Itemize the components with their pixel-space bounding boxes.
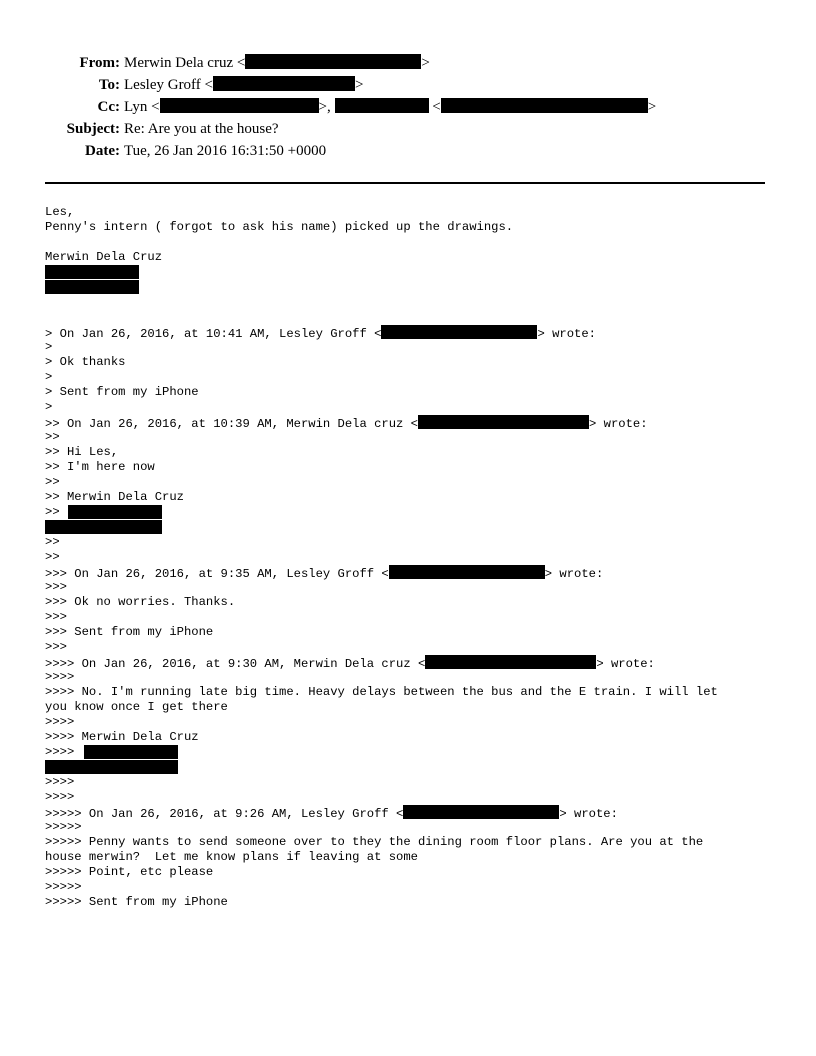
- quote-line: >>>>: [45, 715, 75, 729]
- quote-line: >>: [45, 475, 60, 489]
- redacted-to-email: [213, 76, 355, 91]
- quote-header: [45, 655, 655, 672]
- quote-line: > Sent from my iPhone: [45, 385, 199, 399]
- from-label: From:: [79, 55, 120, 71]
- subject-row: [0, 118, 816, 140]
- redacted-signature-2: [45, 280, 139, 294]
- quote-line: >>> Ok no worries. Thanks.: [45, 595, 236, 609]
- quote-line: >>>: [45, 610, 67, 624]
- to-value: [124, 74, 363, 96]
- quote-text: >>>>> On Jan 26, 2016, at 9:26 AM, Lesley Groff <: [45, 807, 404, 821]
- redacted-signature-2: [45, 760, 178, 774]
- quote-text: >> On Jan 26, 2016, at 10:39 AM, Merwin Dela cruz <: [45, 417, 418, 431]
- body-line: Penny's intern ( forgot to ask his name) picked up the drawings.: [45, 220, 514, 234]
- quote-line: >: [45, 400, 53, 414]
- quote-line: >>> Sent from my iPhone: [45, 625, 214, 639]
- quote-header: [45, 565, 603, 582]
- quote-line: you know once I get there: [45, 700, 228, 714]
- quote-text: > wrote:: [559, 807, 618, 821]
- from-name: Merwin Dela cruz <: [124, 55, 246, 71]
- to-gt: >: [355, 77, 364, 93]
- quote-line: >>>: [45, 640, 67, 654]
- redacted-email: [381, 325, 537, 339]
- quote-line: >>>>>: [45, 820, 82, 834]
- to-label: To:: [98, 77, 120, 93]
- to-row: [0, 74, 816, 96]
- quote-line: >> Hi Les,: [45, 445, 119, 459]
- quote-line: house merwin? Let me know plans if leaving at some: [45, 850, 418, 864]
- date-value: Tue, 26 Jan 2016 16:31:50 +0000: [124, 143, 327, 159]
- to-name: Lesley Groff <: [124, 77, 213, 93]
- quote-text: > wrote:: [596, 657, 655, 671]
- redacted-email: [389, 565, 545, 579]
- quote-line: >> Merwin Dela Cruz: [45, 490, 184, 504]
- quote-text: >>> On Jan 26, 2016, at 9:35 AM, Lesley Groff <: [45, 567, 389, 581]
- date-label: Date:: [85, 143, 120, 159]
- redacted-email: [425, 655, 596, 669]
- from-row: [0, 52, 816, 74]
- redacted-email: [403, 805, 559, 819]
- quote-text: > wrote:: [537, 327, 596, 341]
- redacted-signature-1: [45, 265, 139, 279]
- redacted-signature-1: [84, 745, 178, 759]
- cc-lt: <: [432, 99, 441, 115]
- body-line: Les,: [45, 205, 75, 219]
- quote-line: >: [45, 340, 53, 354]
- quote-header: [45, 325, 596, 342]
- redacted-email: [418, 415, 589, 429]
- quote-text: > wrote:: [544, 567, 604, 581]
- quote-line: >>>>: [45, 745, 75, 759]
- quote-line: >: [45, 370, 53, 384]
- subject-value: Re: Are you at the house?: [124, 121, 279, 137]
- redacted-signature-2: [45, 520, 162, 534]
- quote-line: >>>>: [45, 670, 75, 684]
- cc-separator: >,: [318, 99, 331, 115]
- quote-line: >>>> No. I'm running late big time. Heavy delays between the bus and the E train. I will let: [45, 685, 718, 699]
- quote-header: [45, 415, 648, 432]
- subject-label: Subject:: [66, 121, 120, 137]
- quote-line: >>>>: [45, 790, 75, 804]
- redacted-from-email: [245, 54, 421, 69]
- quote-line: >>: [45, 535, 60, 549]
- quote-line: >> I'm here now: [45, 460, 155, 474]
- cc-gt: >: [647, 99, 657, 115]
- quote-header: [45, 805, 618, 822]
- quote-line: >>>>> Point, etc please: [45, 865, 214, 879]
- from-gt: >: [421, 55, 430, 71]
- quote-line: >>>: [45, 580, 67, 594]
- quote-line: >>>> Merwin Dela Cruz: [45, 730, 199, 744]
- cc-value: [124, 96, 656, 118]
- quote-line: >>>>: [45, 775, 75, 789]
- date-row: [0, 140, 816, 162]
- quote-text: > wrote:: [589, 417, 648, 431]
- quote-line: >>: [45, 505, 60, 519]
- signature-name: Merwin Dela Cruz: [45, 250, 163, 264]
- cc-name: Lyn <: [124, 99, 160, 115]
- redacted-cc-name-2: [335, 98, 429, 113]
- quote-text: > On Jan 26, 2016, at 10:41 AM, Lesley Groff <: [45, 327, 382, 341]
- redacted-cc-email-2: [441, 98, 648, 113]
- quote-line: >>>>> Sent from my iPhone: [45, 895, 228, 909]
- quote-line: >>: [45, 550, 60, 564]
- header-divider: [45, 182, 765, 184]
- cc-row: [0, 96, 816, 118]
- quote-line: >>>>> Penny wants to send someone over to they the dining room floor plans. Are you at the: [45, 835, 704, 849]
- quote-line: >>: [45, 430, 60, 444]
- quote-line: > Ok thanks: [45, 355, 126, 369]
- redacted-signature-1: [68, 505, 162, 519]
- quote-line: >>>>>: [45, 880, 82, 894]
- from-value: [124, 52, 430, 74]
- quote-text: >>>> On Jan 26, 2016, at 9:30 AM, Merwin Dela cruz <: [45, 657, 426, 671]
- redacted-cc-email-1: [160, 98, 319, 113]
- cc-label: Cc:: [97, 99, 120, 115]
